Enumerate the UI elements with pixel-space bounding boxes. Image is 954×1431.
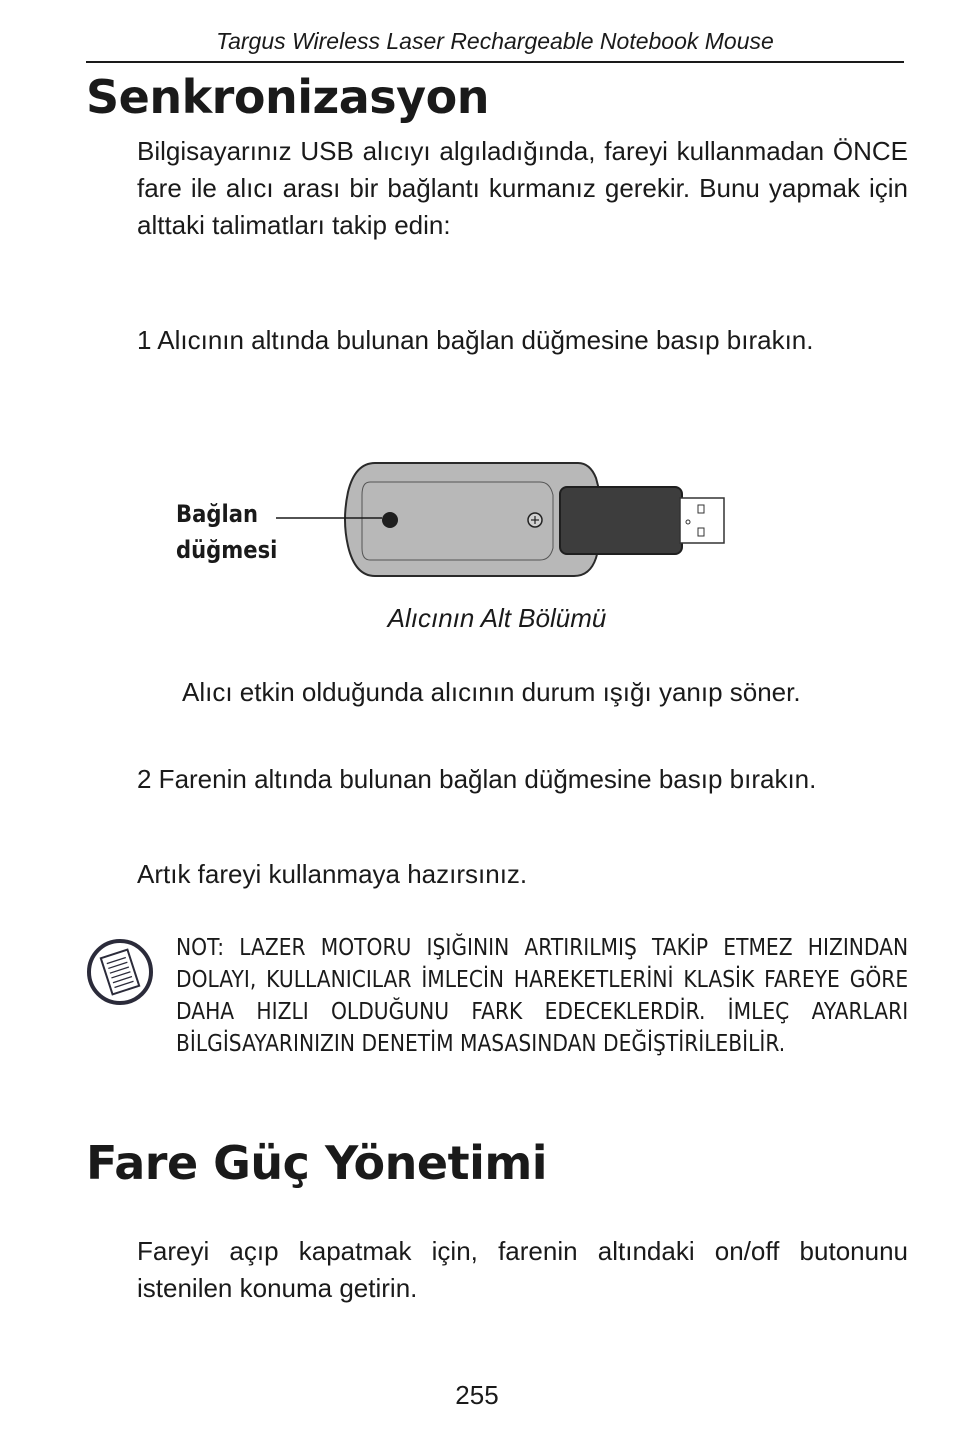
intro-paragraph: Bilgisayarınız USB alıcıyı algıladığında, fareyi kullanmadan ÖNCE fare ile alıcı arası bir bağlantı kurmanız gerekir. Bunu yapmak için alttaki talimatları takip edin:	[137, 136, 908, 240]
figure-caption: Alıcının Alt Bölümü	[387, 603, 607, 633]
status-light-text: Alıcı etkin olduğunda alıcının durum ışığı yanıp söner.	[182, 677, 801, 707]
note-text: NOT: LAZER MOTORU IŞIĞININ ARTIRILMIŞ TAKİP ETMEZ HIZINDAN DOLAYI, KULLANICILAR İMLECİN HAREKETLERİNİ KLASİK FAREYE GÖRE DAHA HIZLI OLDUĞUNU FARK EDECEKLERDİR. İMLEÇ AYARLARI BİLGİSAYARINIZIN DENETİM MASASINDAN DEĞİŞTİRİLEBİLİR.	[176, 935, 909, 1057]
section-title-sync: Senkronizasyon	[86, 70, 490, 124]
connect-button-callout	[176, 496, 277, 568]
callout-line-1: Bağlan	[176, 500, 259, 528]
connect-button-dot	[382, 512, 398, 528]
page-number: 255	[455, 1380, 499, 1410]
callout-line-2: düğmesi	[176, 536, 278, 564]
note-pad-icon	[86, 938, 154, 1006]
step-2: 2 Farenin altında bulunan bağlan düğmesine basıp bırakın.	[137, 764, 817, 794]
ready-text: Artık fareyi kullanmaya hazırsınız.	[137, 859, 528, 889]
section-title-power: Fare Güç Yönetimi	[86, 1136, 548, 1190]
running-header: Targus Wireless Laser Rechargeable Notebook Mouse	[86, 28, 904, 63]
power-paragraph: Fareyi açıp kapatmak için, farenin altındaki on/off butonunu istenilen konuma getirin.	[137, 1236, 908, 1303]
step-1: 1 Alıcının altında bulunan bağlan düğmesine basıp bırakın.	[137, 325, 814, 355]
